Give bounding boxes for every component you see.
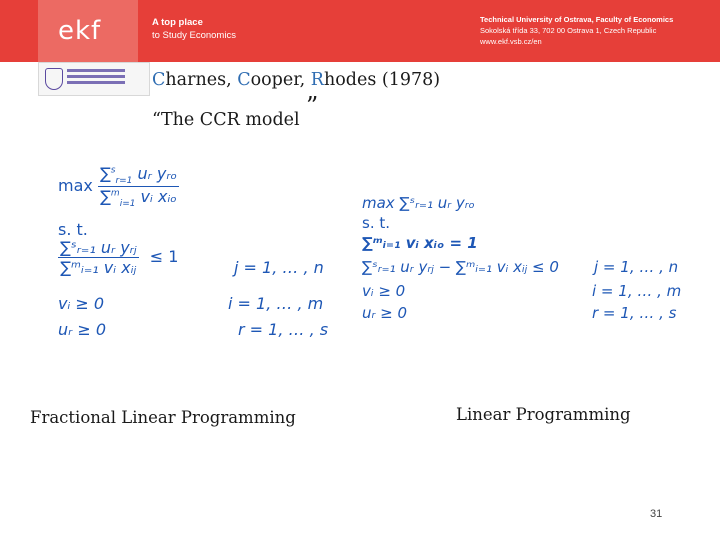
linear-constraint-3-index: r = 1, … , s <box>592 304 677 322</box>
crest-text-lines <box>67 69 125 87</box>
constraint-relation: ≤ 1 <box>149 247 179 266</box>
logo-text: ekf <box>58 16 102 46</box>
university-line3: www.ekf.vsb.cz/en <box>480 37 542 46</box>
objective-fraction <box>98 164 179 209</box>
linear-constraint-1: ∑ˢᵣ₌₁ uᵣ yᵣⱼ − ∑ᵐᵢ₌₁ vᵢ xᵢⱼ ≤ 0 <box>362 258 559 276</box>
constraint-1-index: j = 1, … , n <box>234 258 324 277</box>
linear-constraint-2: vᵢ ≥ 0 <box>362 282 406 300</box>
constraint-numerator: ∑ˢᵣ₌₁ uᵣ yᵣⱼ <box>60 238 137 257</box>
max-label: max <box>58 176 93 196</box>
linear-constraint-1-index: j = 1, … , n <box>594 258 679 276</box>
title-part-harnes: harnes, <box>165 70 238 90</box>
objective-numerator: ∑$^s_{r=1}$ uᵣ yᵣₒ <box>99 164 178 187</box>
header-bar <box>0 0 720 62</box>
title-part-ooper: ooper, <box>250 70 311 90</box>
constraint-denominator: ∑ᵐᵢ₌₁ vᵢ xᵢⱼ <box>60 258 137 277</box>
ekf-logo <box>38 0 138 62</box>
linear-normalization: ∑ᵐᵢ₌₁ vᵢ xᵢₒ = 1 <box>362 234 478 252</box>
constraint-2-index: i = 1, … , m <box>228 294 324 313</box>
objective-denominator: ∑$^m_{i=1}$ vᵢ xᵢₒ <box>100 187 177 210</box>
faculty-crest-logo <box>38 62 150 96</box>
tagline-line1: A top place <box>152 17 203 28</box>
closing-quote: ” <box>306 92 319 120</box>
linear-constraint-2-index: i = 1, … , m <box>592 282 682 300</box>
university-line1: Technical University of Ostrava, Faculty of Economics <box>480 15 674 24</box>
title-initial-r: R <box>310 70 324 90</box>
st-label-left: s. t. <box>58 220 88 239</box>
linear-objective: max ∑ˢᵣ₌₁ uᵣ yᵣₒ <box>362 194 475 212</box>
tagline-line2: to Study Economics <box>152 30 236 41</box>
title-initial-c2: C <box>237 70 251 90</box>
linear-constraint-3: uᵣ ≥ 0 <box>362 304 408 322</box>
fractional-lp-label: Fractional Linear Programming <box>30 408 296 427</box>
constraint-3-index: r = 1, … , s <box>238 320 329 339</box>
fractional-constraint-2: vᵢ ≥ 0 <box>58 294 105 313</box>
slide-subtitle: “The CCR model <box>152 110 300 130</box>
linear-lp-label: Linear Programming <box>456 405 631 424</box>
page-number: 31 <box>650 508 663 520</box>
fractional-constraint-3: uᵣ ≥ 0 <box>58 320 107 339</box>
title-part-hodes: hodes (1978) <box>323 70 441 90</box>
crest-icon <box>45 68 63 90</box>
slide-title <box>152 70 440 90</box>
tagline <box>152 16 236 42</box>
university-line2: Sokolská třída 33, 702 00 Ostrava 1, Czech Republic <box>480 26 657 35</box>
university-info <box>480 14 673 47</box>
title-initial-c: C <box>152 70 166 90</box>
st-label-right: s. t. <box>362 214 391 232</box>
fractional-objective <box>58 164 179 209</box>
fractional-constraint-1 <box>58 238 178 277</box>
